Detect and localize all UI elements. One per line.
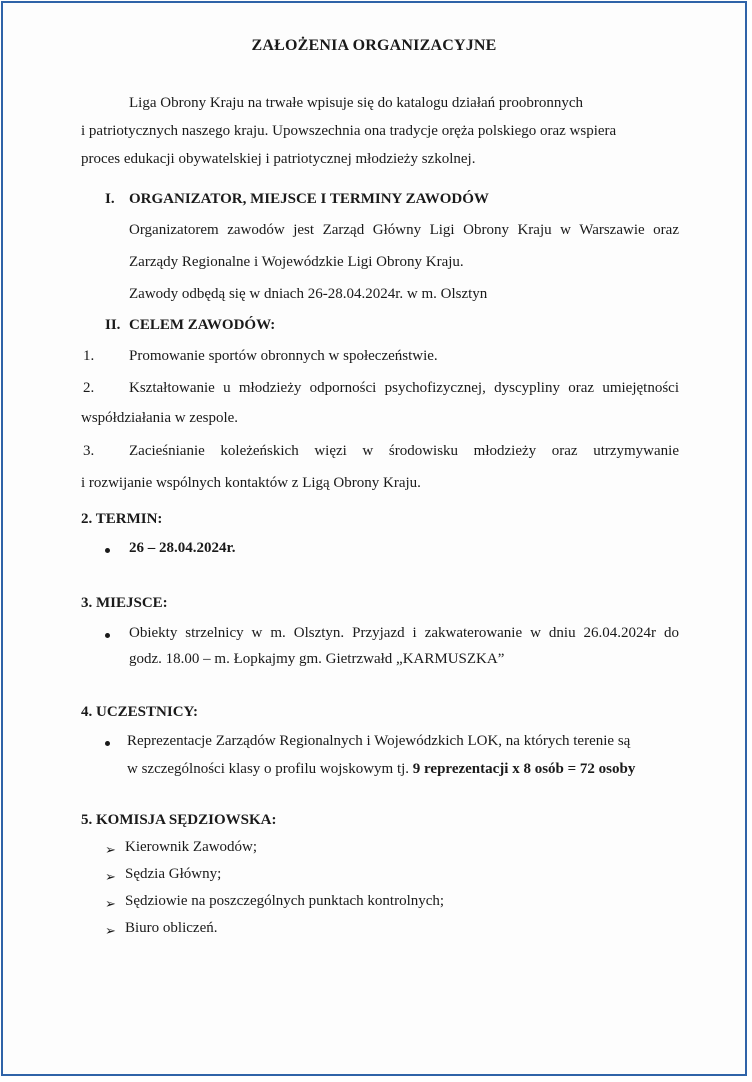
uczestnicy-line-2 <box>127 761 635 778</box>
komisja-item: Kierownik Zawodów; <box>125 839 258 855</box>
uczestnicy-heading: 4. UCZESTNICY: <box>81 704 198 720</box>
intro-line-1: Liga Obrony Kraju na trwałe wpisuje się do katalogu działań proobronnych <box>129 95 584 111</box>
arrow-bullet-icon: ➢ <box>105 896 116 911</box>
komisja-heading: 5. KOMISJA SĘDZIOWSKA: <box>81 812 277 828</box>
uczestnicy-line-1: Reprezentacje Zarządów Regionalnych i Wojewódzkich LOK, na których terenie są <box>127 733 631 749</box>
goal-2-number: 2. <box>83 380 95 396</box>
komisja-item: Sędziowie na poszczególnych punktach kontrolnych; <box>125 893 445 909</box>
section-2-heading: CELEM ZAWODÓW: <box>129 317 276 333</box>
miejsce-line-2: godz. 18.00 – m. Łopkajmy gm. Gietrzwałd „KARMUSZKA” <box>129 651 505 667</box>
goal-3-line-2: i rozwijanie wspólnych kontaktów z Ligą Obrony Kraju. <box>81 475 421 491</box>
intro-line-3: proces edukacji obywatelskiej i patriotycznej młodzieży szkolnej. <box>81 151 476 167</box>
section-1-heading: ORGANIZATOR, MIEJSCE I TERMINY ZAWODÓW <box>129 191 489 207</box>
uczestnicy-count: 9 reprezentacji x 8 osób = 72 osoby <box>412 761 636 777</box>
komisja-item: Biuro obliczeń. <box>125 920 218 936</box>
arrow-bullet-icon: ➢ <box>105 923 116 938</box>
goal-2-line-2: współdziałania w zespole. <box>81 410 239 426</box>
miejsce-heading: 3. MIEJSCE: <box>81 595 168 611</box>
termin-value: 26 – 28.04.2024r. <box>129 540 236 556</box>
section-1-line-3: Zawody odbędą się w dniach 26-28.04.2024r. w m. Olsztyn <box>129 286 488 302</box>
bullet-icon <box>105 633 110 638</box>
goal-1-line-1: Promowanie sportów obronnych w społeczeństwie. <box>129 348 438 364</box>
goal-3-line-1: Zacieśnianie koleżeńskich więzi w środowisku młodzieży oraz utrzymywanie <box>129 443 679 459</box>
intro-line-2: i patriotycznych naszego kraju. Upowszechnia ona tradycje oręża polskiego oraz wspiera <box>81 123 617 139</box>
komisja-item: Sędzia Główny; <box>125 866 222 882</box>
section-1-numeral: I. <box>105 191 115 207</box>
miejsce-line-1: Obiekty strzelnicy w m. Olsztyn. Przyjazd i zakwaterowanie w dniu 26.04.2024r do <box>129 625 679 641</box>
termin-heading: 2. TERMIN: <box>81 511 163 527</box>
section-2-numeral: II. <box>105 317 121 333</box>
goal-3-number: 3. <box>83 443 95 459</box>
goal-2-line-1: Kształtowanie u młodzieży odporności psychofizycznej, dyscypliny oraz umiejętności <box>129 380 679 396</box>
section-1-line-2: Zarządy Regionalne i Wojewódzkie Ligi Obrony Kraju. <box>129 254 464 270</box>
uczestnicy-line-2-text: w szczególności klasy o profilu wojskowym tj. <box>127 761 413 777</box>
goal-1-number: 1. <box>83 348 95 364</box>
arrow-bullet-icon: ➢ <box>105 869 116 884</box>
page-title: ZAŁOŻENIA ORGANIZACYJNE <box>251 37 497 54</box>
section-1-line-1: Organizatorem zawodów jest Zarząd Główny Ligi Obrony Kraju w Warszawie oraz <box>129 222 679 238</box>
document-page <box>1 1 747 1076</box>
arrow-bullet-icon: ➢ <box>105 842 116 857</box>
bullet-icon <box>105 548 110 553</box>
bullet-icon <box>105 741 110 746</box>
